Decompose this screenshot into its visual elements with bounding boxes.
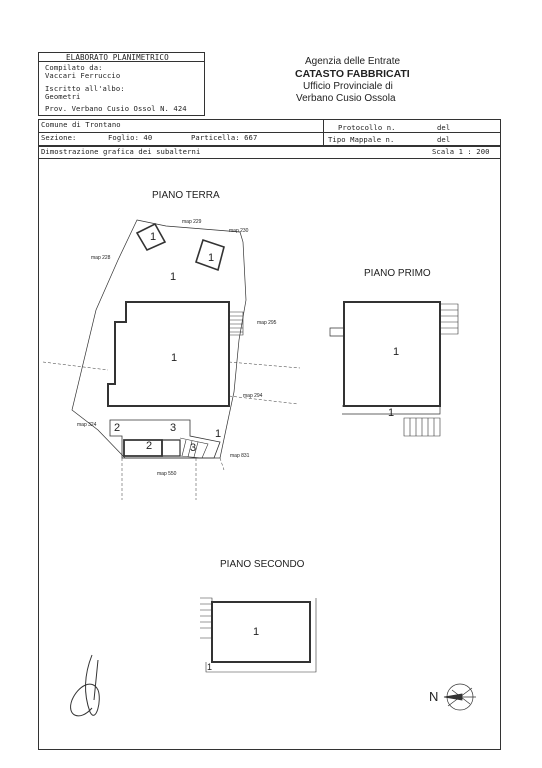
protocollo: Protocollo n. (338, 123, 396, 132)
lower-block-outline (110, 420, 220, 458)
piano-terra-title: PIANO TERRA (152, 190, 220, 201)
map-230-label: map 230 (229, 228, 249, 234)
map-229-label: map 229 (182, 219, 202, 225)
sub-1-first-floor-balcony: 1 (388, 407, 395, 419)
building-second-floor (212, 602, 310, 662)
iscritto-label: Iscritto all'albo: (45, 84, 125, 93)
north-compass (444, 684, 476, 710)
agency-line-4: Verbano Cusio Ossola (296, 93, 396, 104)
map-295-label: map 295 (257, 320, 277, 326)
sub-1-second-floor-ledge: 1 (207, 662, 213, 672)
compilato-label: Compilato da: (45, 63, 103, 72)
comune: Comune di Trontano (41, 120, 121, 129)
sub-1-lower-right: 1 (215, 428, 222, 440)
piano-primo-title: PIANO PRIMO (364, 268, 431, 279)
sub-2-upper: 2 (114, 422, 121, 434)
sub-1-first-floor: 1 (393, 346, 400, 358)
map-831-label: map 831 (230, 453, 250, 459)
scala-label: Scala 1 : 200 (432, 147, 490, 156)
particella: Particella: 667 (191, 133, 258, 142)
del-2: del (437, 135, 451, 144)
map-550-label: map 550 (157, 471, 177, 477)
sub-3-lower: 3 (190, 442, 197, 454)
dimostrazione-label: Dimostrazione grafica dei subalterni (41, 147, 201, 156)
first-floor-stair-right (440, 304, 458, 334)
second-floor-ledge (206, 598, 316, 672)
sub-3-upper: 3 (170, 422, 177, 434)
second-floor-stair (200, 598, 212, 638)
sub-3-room (162, 440, 180, 456)
sub-1-annex-left: 1 (150, 231, 157, 243)
elaborato-title: ELABORATO PLANIMETRICO (66, 53, 169, 62)
agency-line-2: CATASTO FABBRICATI (295, 68, 410, 80)
foglio: Foglio: 40 (108, 133, 153, 142)
del-1: del (437, 123, 451, 132)
sezione-label: Sezione: (41, 133, 77, 142)
agency-line-3: Ufficio Provinciale di (303, 81, 393, 92)
sub-1-ground-building: 1 (171, 352, 178, 364)
sub-2-lower: 2 (146, 440, 153, 452)
signature (71, 655, 100, 716)
map-324-label: map 324 (77, 422, 97, 428)
first-floor-balcony-left (330, 328, 344, 336)
building-ground-floor (108, 302, 229, 406)
map-294-label: map 294 (243, 393, 263, 399)
sub-2-room (124, 440, 162, 456)
compass-north-letter: N (429, 689, 439, 704)
agency-line-1: Agenzia delle Entrate (305, 56, 401, 67)
map-228-label: map 228 (91, 255, 111, 261)
sub-1-second-floor: 1 (253, 626, 260, 638)
compilato-name: Vaccari Ferruccio (45, 71, 121, 80)
tipo-mappale: Tipo Mappale n. (328, 135, 395, 144)
stair-ground-right (229, 312, 243, 335)
sub-1-courtyard: 1 (170, 271, 177, 283)
prov-line: Prov. Verbano Cusio Ossol N. 424 (45, 104, 187, 113)
piano-secondo-title: PIANO SECONDO (220, 559, 305, 570)
first-floor-stair-bottom (404, 418, 440, 436)
sub-1-annex-right: 1 (208, 252, 215, 264)
building-first-floor (344, 302, 440, 406)
iscritto-value: Geometri (45, 92, 81, 101)
